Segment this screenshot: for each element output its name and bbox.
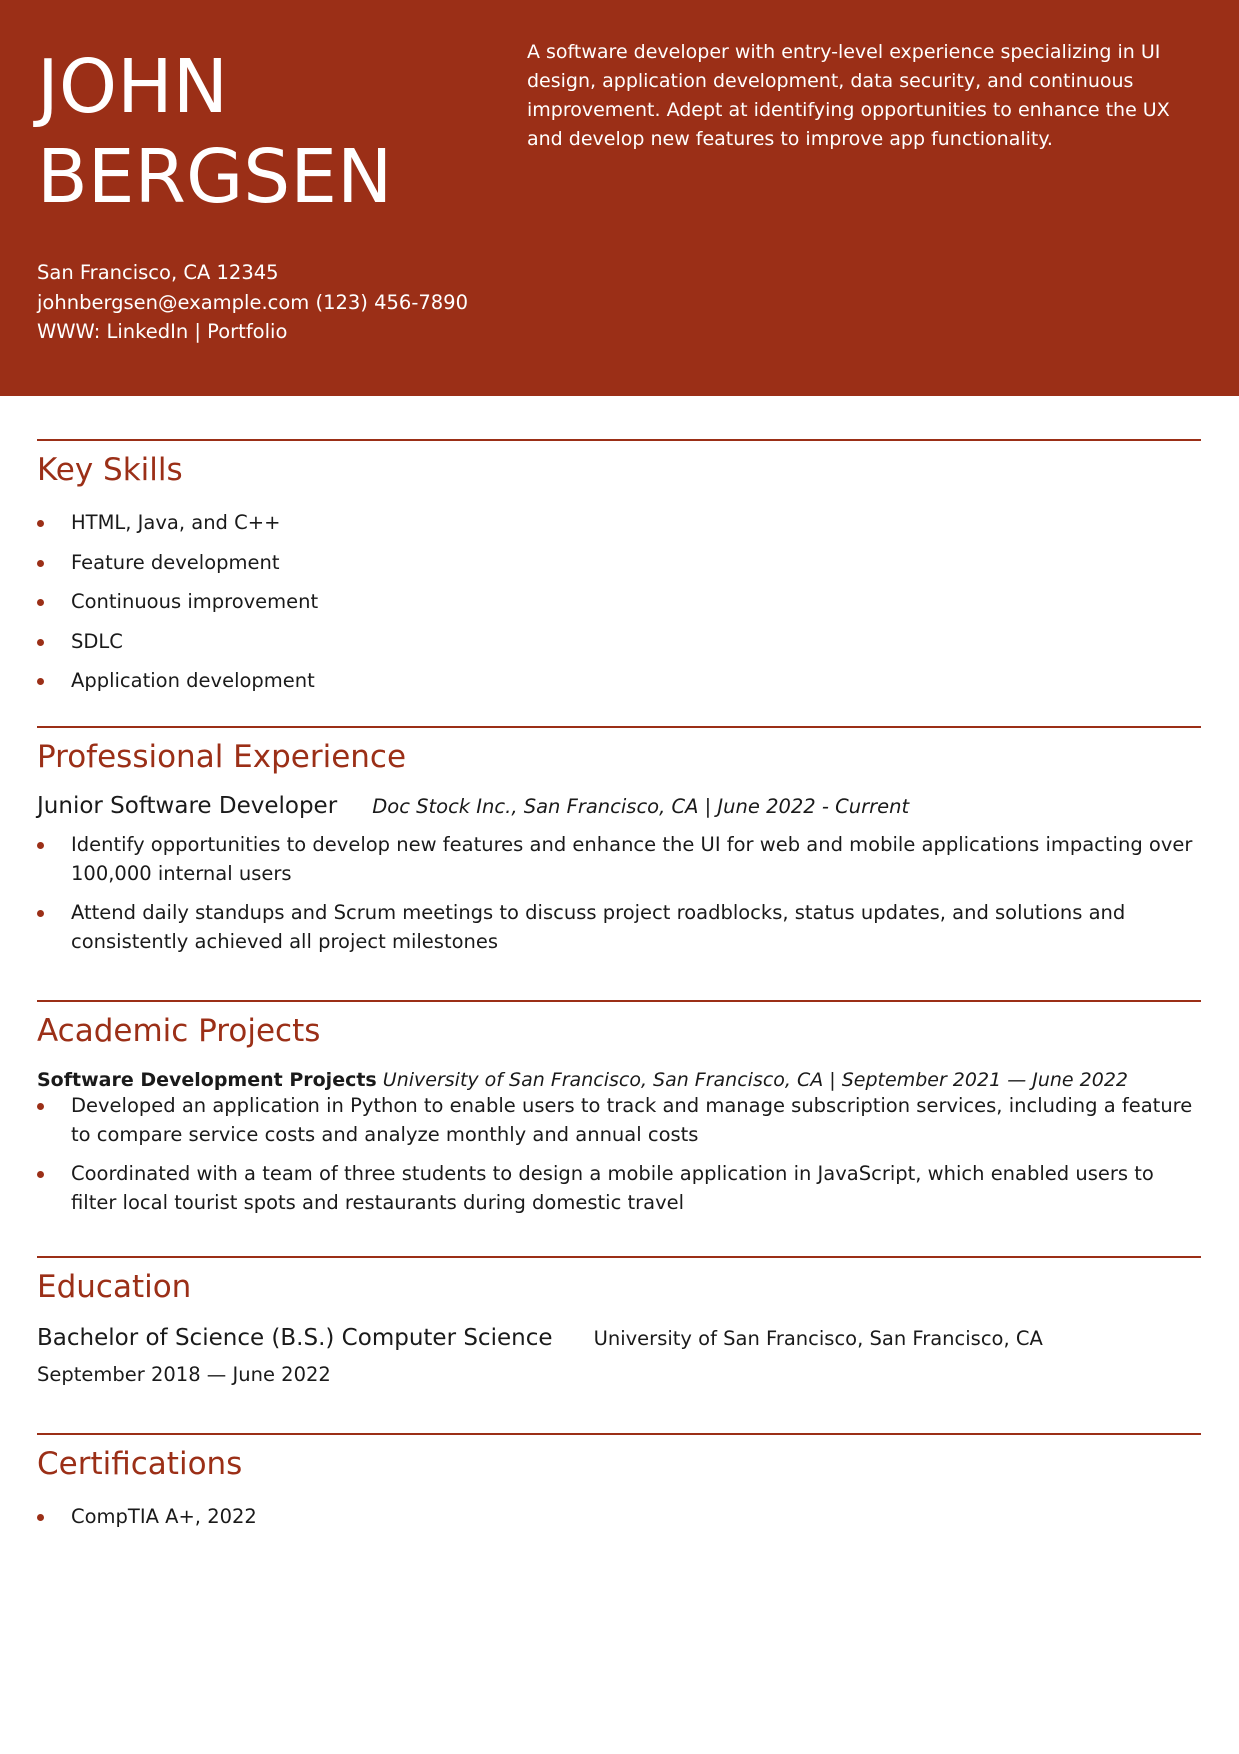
candidate-name [37,42,477,222]
section-title-projects: Academic Projects [37,1013,321,1049]
education-line [37,1325,1201,1351]
contact-location: San Francisco, CA 12345 [37,261,279,284]
list-item: Identify opportunities to develop new features and enhance the UI for web and mobile applications impacting over 100,000 internal users [37,830,1201,888]
section-title-education: Education [37,1269,192,1305]
name-first: JOHN [37,44,229,130]
section-certifications [37,1433,1201,1531]
section-academic-projects [37,1000,1201,1227]
project-meta: University of San Francisco, San Francisco, CA | September 2021 — June 2022 [382,1069,1129,1091]
list-item: Coordinated with a team of three students to design a mobile application in JavaScript, which enabled users to filter local tourist spots and restaurants during domestic travel [37,1159,1201,1217]
role-title: Junior Software Developer [37,793,338,819]
list-item: Attend daily standups and Scrum meetings to discuss project roadblocks, status updates, and solutions and consistently achieved all project milestones [37,898,1201,956]
section-key-skills [37,439,1201,706]
section-title-key-skills: Key Skills [37,452,183,488]
contact-info [37,258,468,347]
section-education [37,1256,1201,1386]
list-item: Developed an application in Python to enable users to track and manage subscription services, including a feature to compare service costs and analyze monthly and annual costs [37,1091,1201,1149]
list-item: HTML, Java, and C++ [37,508,1201,537]
list-item: SDLC [37,627,1201,656]
contact-web-links[interactable]: WWW: LinkedIn | Portfolio [37,320,288,343]
education-school: University of San Francisco, San Francisco, CA [593,1327,1043,1350]
section-title-certifications: Certifications [37,1446,243,1482]
project-line [37,1069,1201,1091]
contact-email-phone: johnbergsen@example.com (123) 456-7890 [37,290,468,314]
list-item: Feature development [37,548,1201,577]
role-line [37,793,1201,819]
project-title: Software Development Projects [37,1069,377,1091]
skills-list [37,508,1201,695]
role-meta: Doc Stock Inc., San Francisco, CA | June 2022 - Current [372,795,910,818]
education-degree: Bachelor of Science (B.S.) Computer Science [37,1325,553,1351]
experience-bullets [37,830,1201,956]
education-dates: September 2018 — June 2022 [37,1363,331,1386]
name-last: BERGSEN [37,134,393,220]
section-professional-experience [37,726,1201,966]
project-bullets [37,1091,1201,1217]
header-banner [0,0,1239,396]
list-item: Application development [37,666,1201,695]
section-title-experience: Professional Experience [37,739,407,775]
profile-summary: A software developer with entry-level experience specializing in UI design, application development, data security, and continuous improvement. Adept at identifying opportunities to enhance the UX and develop new features to improve app functionality. [527,41,1170,150]
certifications-list [37,1502,1201,1531]
list-item: Continuous improvement [37,587,1201,616]
list-item: CompTIA A+, 2022 [37,1502,1201,1531]
